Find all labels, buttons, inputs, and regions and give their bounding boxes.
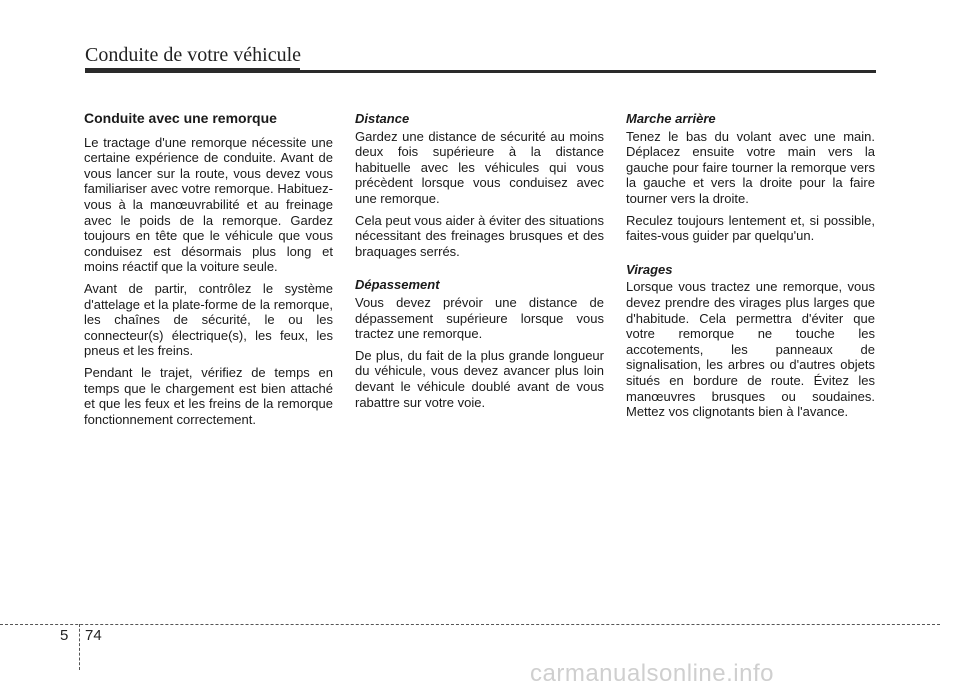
footer-rule — [0, 624, 940, 625]
paragraph: Pendant le trajet, vérifiez de temps en temps que le chargement est bien attaché et que les feux et les freins de la remorque fonctionnement correctement. — [84, 364, 333, 427]
spacer — [355, 265, 604, 277]
column-1 — [84, 111, 333, 433]
paragraph: Avant de partir, contrôlez le système d'attelage et la plate-forme de la remorque, les chaînes de sécurité, le ou les connecteur(s) électrique(s), les feux, les pneus et les freins. — [84, 280, 333, 359]
page-number: 74 — [85, 627, 102, 644]
watermark: carmanualsonline.info — [530, 660, 774, 687]
header-rule — [85, 70, 876, 73]
subheading-marche-arriere: Marche arrière — [626, 111, 716, 126]
column-2 — [355, 111, 604, 416]
subheading-distance: Distance — [355, 111, 410, 126]
chapter-number: 5 — [60, 627, 69, 644]
paragraph: Reculez toujours lentement et, si possible, faites-vous guider par quelqu'un. — [626, 212, 875, 244]
subheading-depassement: Dépassement — [355, 277, 440, 293]
paragraph: Gardez une distance de sécurité au moins deux fois supérieure à la distance habituelle avec les véhicules qui vous précèdent lorsque vous conduisez avec une remorque. — [355, 128, 604, 206]
paragraph: Cela peut vous aider à éviter des situations nécessitant des freinages brusques et des braquages serrés. — [355, 212, 604, 259]
spacer — [626, 250, 875, 262]
page-header-title: Conduite de votre véhicule — [85, 44, 302, 66]
section-heading: Conduite avec une remorque — [84, 110, 277, 126]
paragraph: Vous devez prévoir une distance de dépassement supérieure lorsque vous tractez une remorque. — [355, 294, 604, 342]
paragraph: Tenez le bas du volant avec une main. Déplacez ensuite votre main vers la gauche pour faire tourner la remorque vers la gauche et vers la droite pour la faire tourner vers la droite. — [626, 128, 875, 206]
paragraph: De plus, du fait de la plus grande longueur du véhicule, vous devez avancer plus loin devant le véhicule doublé avant de vous rabattre sur votre voie. — [355, 347, 604, 410]
footer-divider — [79, 624, 80, 670]
subheading-virages: Virages — [626, 261, 673, 277]
paragraph: Le tractage d'une remorque nécessite une certaine expérience de conduite. Avant de vous lancer sur la route, vous devez vous familiariser avec votre remorque. Habituez-vous à la manœuvrabilité et au freinage avec le poids de la remorque. Gardez toujours en tête que le véhicule que vous conduisez est désormais plus long et moins réactif que la voiture seule. — [84, 134, 333, 275]
column-3 — [626, 111, 875, 426]
paragraph: Lorsque vous tractez une remorque, vous devez prendre des virages plus larges que d'habitude. Cela permettra d'éviter que votre remorque ne touche les accotements, les panneaux de signalisation, les arbres ou d'autres objets situés en bordure de route. Évitez les manœuvres brusques ou soudaines. Mettez vos clignotants bien à l'avance. — [626, 279, 875, 420]
